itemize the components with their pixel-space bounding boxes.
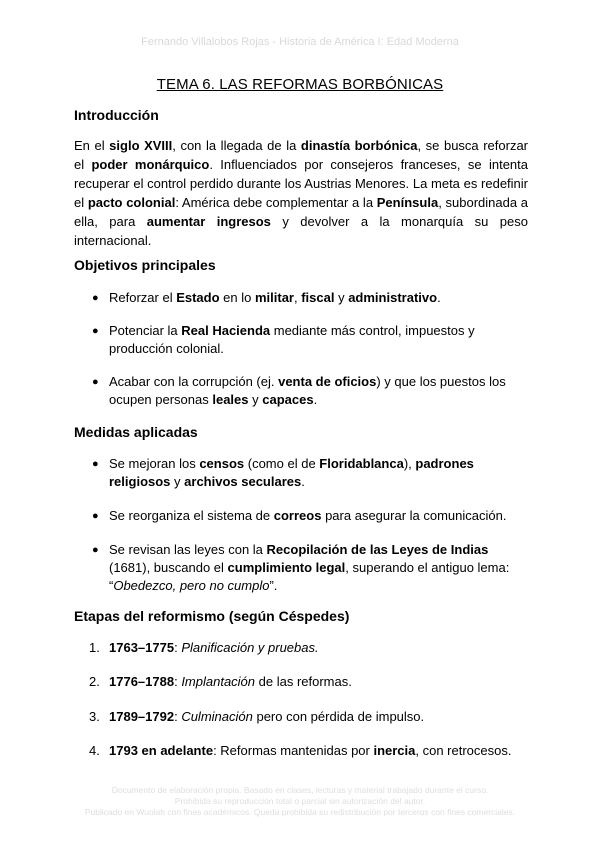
intro-paragraph: En el siglo XVIII, con la llegada de la dinastía borbónica, se busca reforzar el poder monárquico. Influenciados por consejeros franceses, se intenta recuperar el control perdido durante los Austrias Menores. La meta es redefinir el pacto colonial: América debe complementar a la Península, subordinada a ella, para aumentar ingresos y devolver a la monarquía su peso internacional.	[74, 138, 529, 248]
section-heading-medidas: Medidas aplicadas	[74, 424, 198, 440]
section-heading-objetivos: Objetivos principales	[74, 257, 216, 273]
bullet-icon: ●	[92, 544, 99, 556]
section-heading-introduccion: Introducción	[74, 107, 159, 123]
page-header: Fernando Villalobos Rojas - Historia de América I: Edad Moderna	[141, 36, 459, 48]
footer-line: Documento de elaboración propia. Basado en clases, lecturas y material trabajado durante el curso.	[111, 785, 489, 795]
bullet-icon: ●	[92, 458, 99, 470]
bullet-icon: ●	[92, 292, 99, 304]
bullet-icon: ●	[92, 376, 99, 388]
section-heading-etapas: Etapas del reformismo (según Céspedes)	[74, 608, 350, 624]
footer-line: Prohibida su reproducción total o parcial sin autorización del autor.	[174, 796, 426, 806]
bullet-icon: ●	[92, 510, 99, 522]
footer-line: Publicado en Wuolah con fines académicos. Queda prohibida su redistribución por terceros con fines comerciales.	[84, 807, 516, 817]
document-title: TEMA 6. LAS REFORMAS BORBÓNICAS	[156, 76, 444, 93]
bullet-icon: ●	[92, 325, 99, 337]
